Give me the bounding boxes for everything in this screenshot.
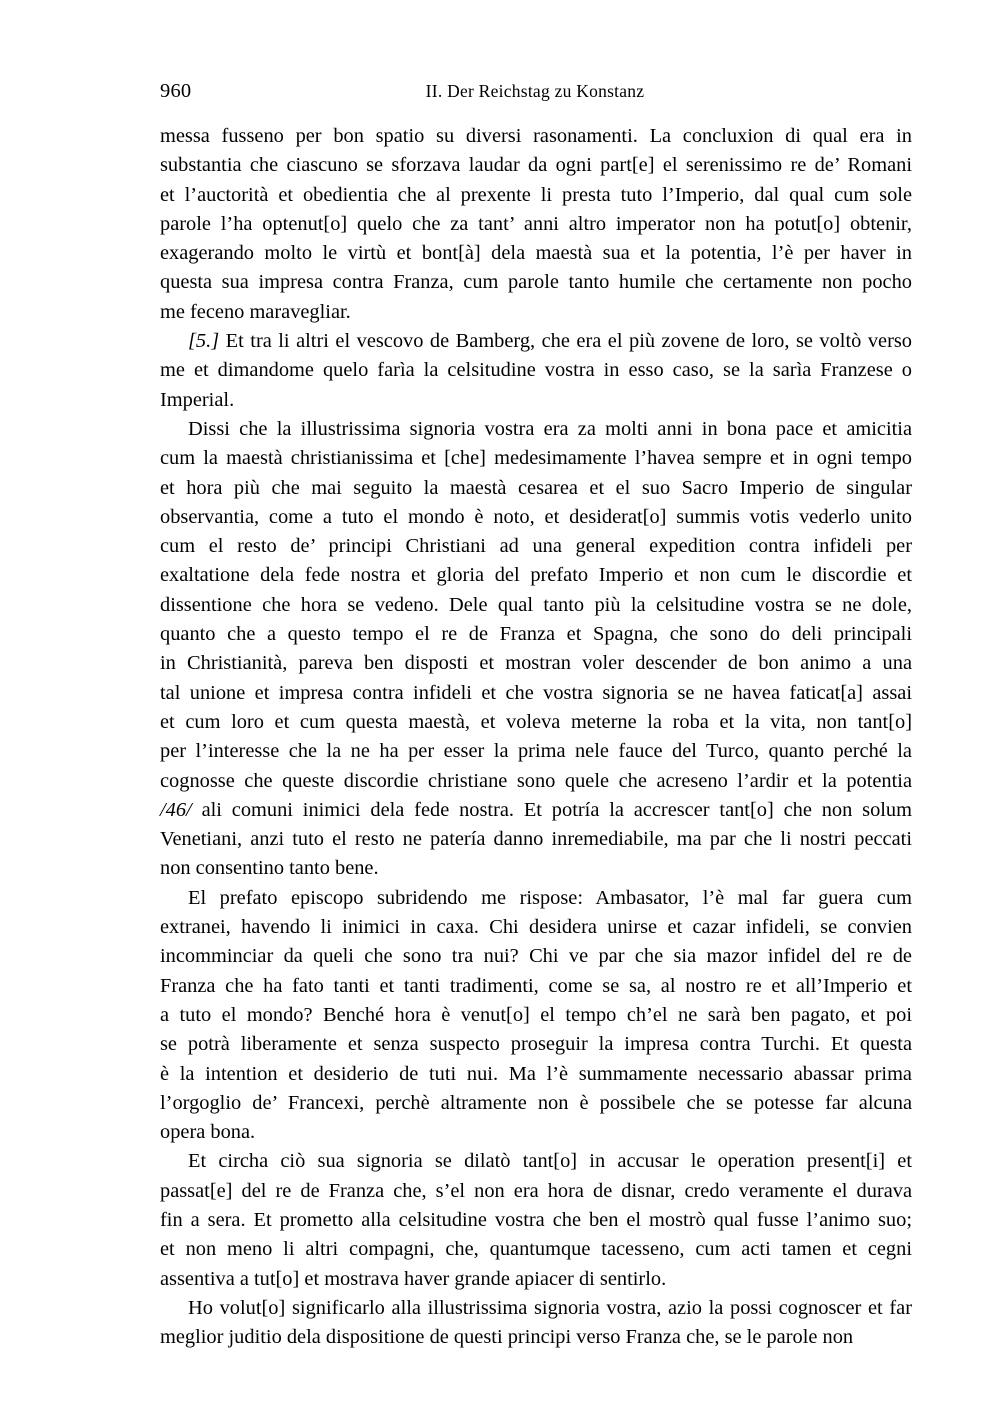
paragraph xyxy=(160,1147,912,1293)
text-line: me feceno maravegliar. xyxy=(160,300,351,323)
running-title: II. Der Reichstag zu Konstanz xyxy=(425,81,645,101)
text-line: fin a sera. Et prometto alla celsitudine vostra che ben el mostrò qual fusse l’animo suo; xyxy=(160,1208,912,1231)
text-line: meglior juditio dela dispositione de questi principi verso Franza che, se le parole non xyxy=(160,1326,854,1349)
text-line: Et circha ciò sua signoria se dilatò tant[o] in accusar le operation present[i] et xyxy=(188,1150,912,1173)
text-line: parole l’ha optenut[o] quelo che za tant’ anni altro imperator non ha potut[o] obtenir, xyxy=(160,212,912,235)
text-line: et hora più che mai seguito la maestà cesarea et el suo Sacro Imperio de singular xyxy=(160,476,912,499)
text-line: et l’auctorità et obedientia che al prexente li presta tuto l’Imperio, dal qual cum sole xyxy=(160,183,912,206)
text-line: Franza che ha fato tanti et tanti tradimenti, come se sa, al nostro re et all’Imperio et xyxy=(160,974,912,997)
paragraph xyxy=(160,884,912,1148)
text-line: et non meno li altri compagni, che, quantumque tacesseno, cum acti tamen et cegni xyxy=(160,1238,912,1261)
text-line: /46/ ali comuni inimici dela fede nostra. Et potría la accrescer tant[o] che non solum xyxy=(160,798,912,821)
text-line: quanto che a questo tempo el re de Franza et Spagna, che sono do deli principali xyxy=(160,623,912,646)
text-line: se potrà liberamente et senza suspecto proseguir la impresa contra Turchi. Et questa xyxy=(160,1033,912,1056)
text-line: è la intention et desiderio de tuti nui. Ma l’è summamente necessario abassar prima xyxy=(160,1062,912,1085)
text-line: exaltatione dela fede nostra et gloria del prefato Imperio et non cum le discordie et xyxy=(160,564,912,587)
folio-number: 960 xyxy=(160,80,192,102)
text-line: et cum loro et cum questa maestà, et voleva meterne la roba et la vita, non tant[o] xyxy=(160,710,912,733)
text-line: cum el resto de’ principi Christiani ad una general expedition contra infideli per xyxy=(160,535,912,558)
paragraph xyxy=(160,327,912,415)
text-line: questa sua impresa contra Franza, cum parole tanto humile che certamente non pocho xyxy=(160,271,912,294)
text-line: tal unione et impresa contra infideli et che vostra signoria se ne havea faticat[a] assai xyxy=(160,681,912,704)
text-line: substantia che ciascuno se sforzava laudar da ogni part[e] el serenissimo re de’ Romani xyxy=(160,154,912,177)
text-line: Dissi che la illustrissima signoria vostra era za molti anni in bona pace et amicitia xyxy=(188,417,912,440)
text-line: Imperial. xyxy=(160,388,235,411)
text-line: cum la maestà christianissima et [che] medesimamente l’havea sempre et in ogni tempo xyxy=(160,447,912,470)
text-line: opera bona. xyxy=(160,1121,256,1144)
body-text xyxy=(160,122,912,1352)
paragraph xyxy=(160,1294,912,1353)
paragraph xyxy=(160,415,912,884)
text-line: me et dimandome quelo farìa la celsitudine vostra in esso caso, se la sarìa Franzese o xyxy=(160,359,912,382)
editorial-marker: [5.] xyxy=(188,330,220,353)
text-line: l’orgoglio de’ Francexi, perchè altramente non è possibele che se potesse far alcuna xyxy=(160,1091,912,1114)
text-line: assentiva a tut[o] et mostrava haver grande apiacer di sentirlo. xyxy=(160,1267,667,1290)
text-line: dissentione che hora se vedeno. Dele qual tanto più la celsitudine vostra se ne dole, xyxy=(160,593,912,616)
paragraph xyxy=(160,122,912,327)
text-line: extranei, havendo li inimici in caxa. Chi desidera unirse et cazar infideli, se convien xyxy=(160,916,912,939)
text-line: messa fusseno per bon spatio su diversi rasonamenti. La concluxion di qual era in xyxy=(160,125,912,147)
running-head xyxy=(160,78,910,104)
text-line: in Christianità, pareva ben disposti et mostran voler descender de bon animo a una xyxy=(160,652,912,675)
text-line: incomminciar da queli che sono tra nui? Chi ve par che sia mazor infidel del re de xyxy=(160,945,912,968)
text-line: Venetiani, anzi tuto el resto ne patería danno inremediabile, ma par che li nostri peccati xyxy=(160,828,912,851)
text-line: passat[e] del re de Franza che, s’el non era hora de disnar, credo veramente el durava xyxy=(160,1179,912,1202)
text-line: non consentino tanto bene. xyxy=(160,857,379,880)
text-line: Ho volut[o] significarlo alla illustrissima signoria vostra, azio la possi cognoscer et far xyxy=(188,1296,912,1319)
editorial-marker: /46/ xyxy=(160,798,192,821)
text-line: El prefato episcopo subridendo me rispose: Ambasator, l’è mal far guera cum xyxy=(188,886,912,909)
text-line: cognosse che queste discordie christiane sono quele che acreseno l’ardir et la potentia xyxy=(160,769,912,792)
text-line: observantia, come a tuto el mondo è noto, et desiderat[o] summis votis vederlo unito xyxy=(160,505,912,528)
text-line: [5.] Et tra li altri el vescovo de Bamberg, che era el più zovene de loro, se voltò verso xyxy=(188,330,912,353)
text-line: a tuto el mondo? Benché hora è venut[o] el tempo ch’el ne sarà ben pagato, et poi xyxy=(160,1003,912,1026)
text-line: exagerando molto le virtù et bont[à] dela maestà sua et la potentia, l’è per haver in xyxy=(160,242,912,265)
text-line: per l’interesse che la ne ha per esser la prima nele fauce del Turco, quanto perché la xyxy=(160,740,912,763)
